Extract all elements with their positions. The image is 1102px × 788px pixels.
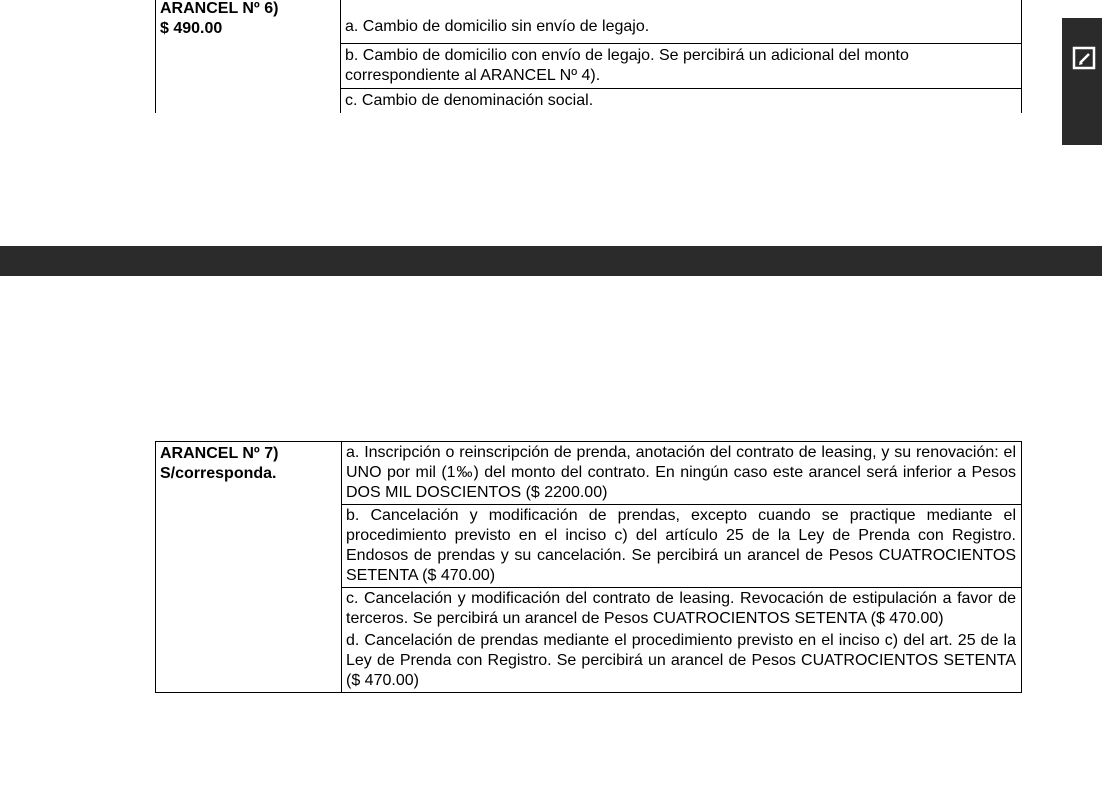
arancel-6-amount: $ 490.00: [160, 20, 223, 37]
edit-icon[interactable]: [1072, 46, 1098, 72]
arancel-6-title: ARANCEL Nº 6): [160, 0, 279, 17]
arancel-7-item-c: c. Cancelación y modificación del contrato de leasing. Revocación de estipulación a favor de terceros. Se percibirá un arancel de Pesos CUATROCIENTOS SETENTA ($ 470.00): [342, 588, 1022, 631]
arancel-7-item-a: a. Inscripción o reinscripción de prenda, anotación del contrato de leasing, y su renovación: el UNO por mil (1‰) del monto del contrato. En ningún caso este arancel será inferior a Pesos DOS MIL DOSCIENTOS ($ 2200.00): [342, 442, 1022, 505]
arancel-6-item-a: a. Cambio de domicilio sin envío de legajo.: [341, 0, 1022, 44]
arancel-7-item-b: b. Cancelación y modificación de prendas, excepto cuando se practique mediante el procedimiento previsto en el inciso c) del artículo 25 de la Ley de Prenda con Registro. Endosos de prendas y su cancelación. Se percibirá un arancel de Pesos CUATROCIENTOS SETENTA ($ 470.00): [342, 505, 1022, 588]
arancel-6-table: [155, 0, 1022, 113]
arancel-7-item-d: d. Cancelación de prendas mediante el procedimiento previsto en el inciso c) del art. 25 de la Ley de Prenda con Registro. Se percibirá un arancel de Pesos CUATROCIENTOS SETENTA ($ 470.00): [342, 630, 1022, 693]
arancel-7-amount: S/corresponda.: [160, 465, 277, 482]
arancel-7-table: [155, 441, 1022, 693]
side-toolbar-panel[interactable]: [1062, 18, 1102, 145]
page-separator-band: [0, 246, 1102, 276]
arancel-7-label-cell: [156, 442, 342, 693]
arancel-6-item-c: c. Cambio de denominación social.: [341, 89, 1022, 114]
arancel-6-item-b: b. Cambio de domicilio con envío de legajo. Se percibirá un adicional del monto correspondiente al ARANCEL Nº 4).: [341, 44, 1022, 89]
arancel-7-title: ARANCEL Nº 7): [160, 445, 279, 462]
arancel-6-label-cell: [156, 0, 341, 113]
